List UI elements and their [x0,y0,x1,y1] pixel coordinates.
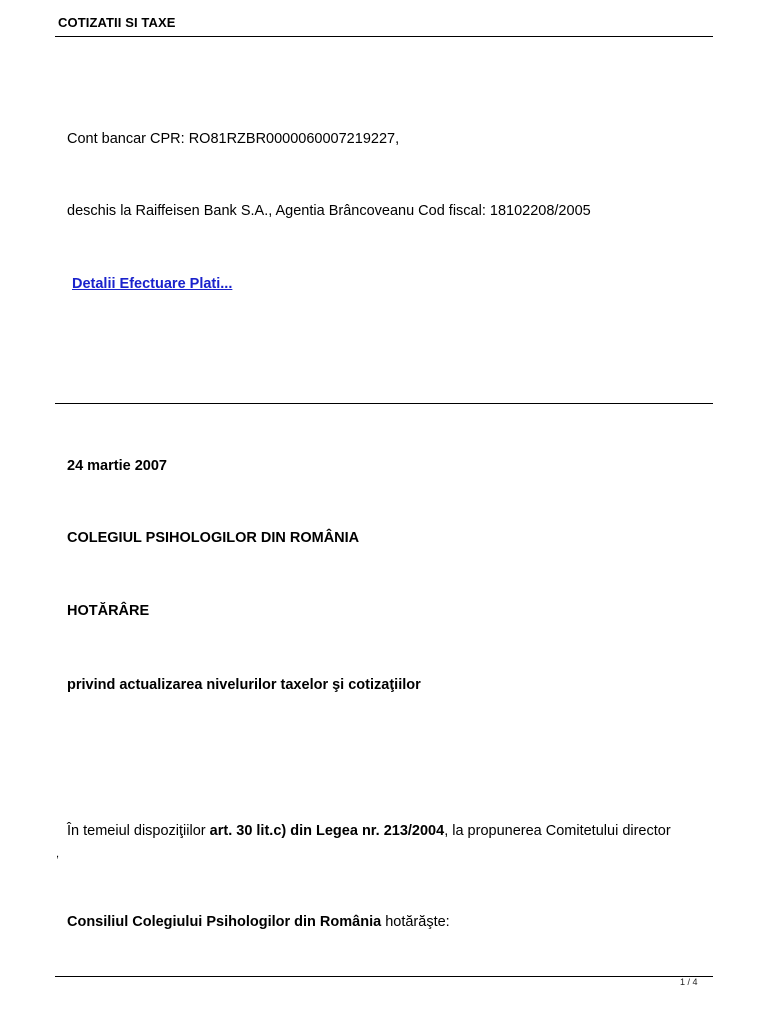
council-statement [67,914,450,930]
footer-divider [55,976,713,977]
stray-comma-mark: , [56,848,60,860]
section-divider [55,403,713,404]
legal-basis-suffix: , la propunerea Comitetului director [444,823,671,839]
decision-subject: privind actualizarea nivelurilor taxelor şi cotizaţiilor [67,677,421,693]
organization-name: COLEGIUL PSIHOLOGILOR DIN ROMÂNIA [67,530,360,546]
decision-title: HOTĂRÂRE [67,603,150,619]
page-number: 1 / 4 [680,977,698,987]
header-divider [55,36,713,37]
legal-basis-prefix: În temeiul dispoziţiilor [67,823,210,839]
council-name: Consiliul Colegiului Psihologilor din România [67,914,382,930]
legal-basis-paragraph [67,823,671,839]
payment-details-link[interactable]: Detalii Efectuare Plati... [72,276,233,292]
council-verb: hotărăşte: [381,914,450,930]
law-reference: art. 30 lit.c) din Legea nr. 213/2004 [209,823,445,839]
bank-account-line: Cont bancar CPR: RO81RZBR0000060007219227, [67,131,400,147]
decision-date: 24 martie 2007 [67,458,167,474]
document-header-title: COTIZATII SI TAXE [58,15,176,30]
bank-details-line: deschis la Raiffeisen Bank S.A., Agentia Brâncoveanu Cod fiscal: 18102208/2005 [67,203,591,219]
